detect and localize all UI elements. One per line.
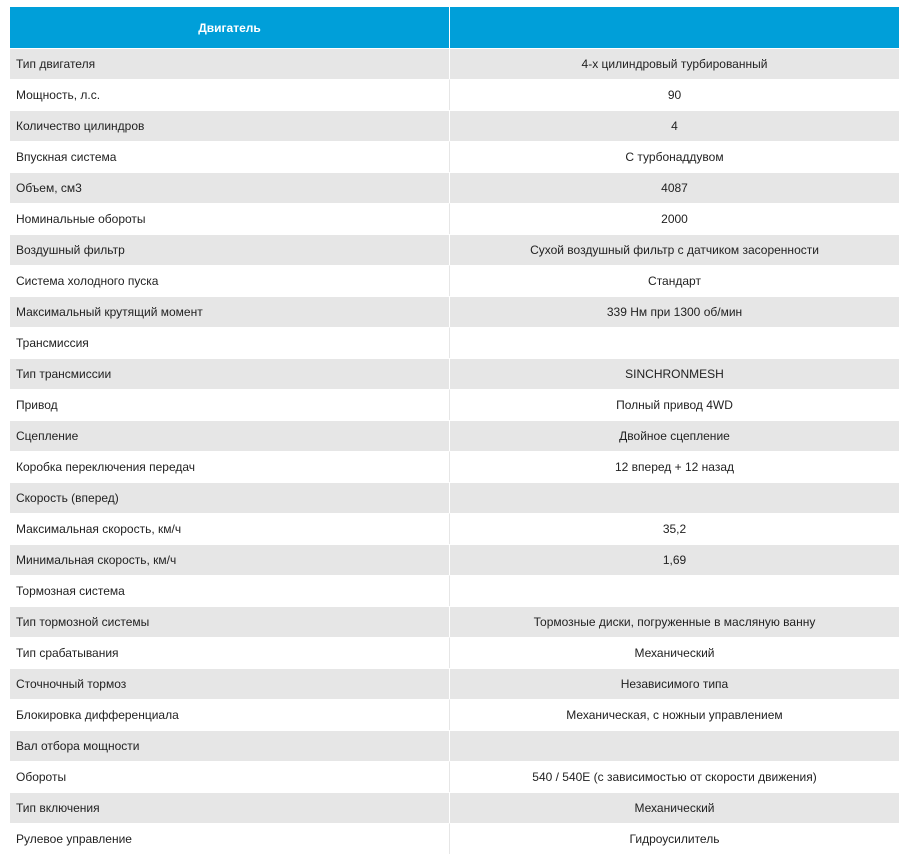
table-row [10,79,899,110]
engine-spec-table [10,7,899,854]
row-label: Тип двигателя [10,48,450,79]
table-body [10,48,899,854]
row-label: Блокировка дифференциала [10,699,450,730]
row-value: Сухой воздушный фильтр с датчиком засоренности [450,234,899,265]
row-value: Независимого типа [450,668,899,699]
table-row [10,203,899,234]
row-label: Мощность, л.с. [10,79,450,110]
row-label: Минимальная скорость, км/ч [10,544,450,575]
row-value [450,575,899,606]
row-label: Рулевое управление [10,823,450,854]
table-row [10,141,899,172]
table-row [10,296,899,327]
row-label: Тип тормозной системы [10,606,450,637]
row-value: 4 [450,110,899,141]
table-row [10,637,899,668]
table-row [10,389,899,420]
row-label: Максимальный крутящий момент [10,296,450,327]
row-value [450,482,899,513]
row-value: 90 [450,79,899,110]
row-value: Механический [450,792,899,823]
table-row [10,48,899,79]
section-row-speed [10,482,899,513]
section-label: Вал отбора мощности [10,730,450,761]
table-row [10,668,899,699]
row-label: Тип срабатывания [10,637,450,668]
row-value [450,327,899,358]
row-value: Тормозные диски, погруженные в масляную ванну [450,606,899,637]
row-label: Коробка переключения передач [10,451,450,482]
section-label: Трансмиссия [10,327,450,358]
row-value: 339 Нм при 1300 об/мин [450,296,899,327]
table-header-title: Двигатель [10,7,450,48]
row-value: Механическая, с ножныи управлением [450,699,899,730]
row-label: Впускная система [10,141,450,172]
table-header-row [10,7,899,48]
row-value: SINCHRONMESH [450,358,899,389]
row-label: Сцепление [10,420,450,451]
section-label: Скорость (вперед) [10,482,450,513]
row-label: Сточночный тормоз [10,668,450,699]
row-value: Механический [450,637,899,668]
table-row [10,451,899,482]
table-row [10,513,899,544]
table-header-value [450,7,899,48]
row-value: Полный привод 4WD [450,389,899,420]
table-row [10,172,899,203]
row-value: 540 / 540E (с зависимостью от скорости движения) [450,761,899,792]
row-value [450,730,899,761]
row-value: Гидроусилитель [450,823,899,854]
row-value: 35,2 [450,513,899,544]
table-row [10,265,899,296]
row-label: Обороты [10,761,450,792]
table-row [10,358,899,389]
row-value: 2000 [450,203,899,234]
section-label: Тормозная система [10,575,450,606]
row-value: 1,69 [450,544,899,575]
table-row [10,761,899,792]
row-label: Система холодного пуска [10,265,450,296]
row-label: Воздушный фильтр [10,234,450,265]
table-row [10,544,899,575]
row-label: Тип трансмиссии [10,358,450,389]
section-row-brakes [10,575,899,606]
table-row [10,699,899,730]
row-value: Стандарт [450,265,899,296]
row-label: Объем, см3 [10,172,450,203]
row-value: 4087 [450,172,899,203]
row-label: Максимальная скорость, км/ч [10,513,450,544]
row-value: 4-х цилиндровый турбированный [450,48,899,79]
section-row-pto [10,730,899,761]
table-row [10,823,899,854]
table-row [10,792,899,823]
table-row [10,420,899,451]
table-row [10,110,899,141]
row-label: Привод [10,389,450,420]
table-row [10,606,899,637]
row-value: 12 вперед + 12 назад [450,451,899,482]
row-value: С турбонаддувом [450,141,899,172]
row-value: Двойное сцепление [450,420,899,451]
row-label: Количество цилиндров [10,110,450,141]
row-label: Тип включения [10,792,450,823]
row-label: Номинальные обороты [10,203,450,234]
table-row [10,234,899,265]
section-row-transmission [10,327,899,358]
